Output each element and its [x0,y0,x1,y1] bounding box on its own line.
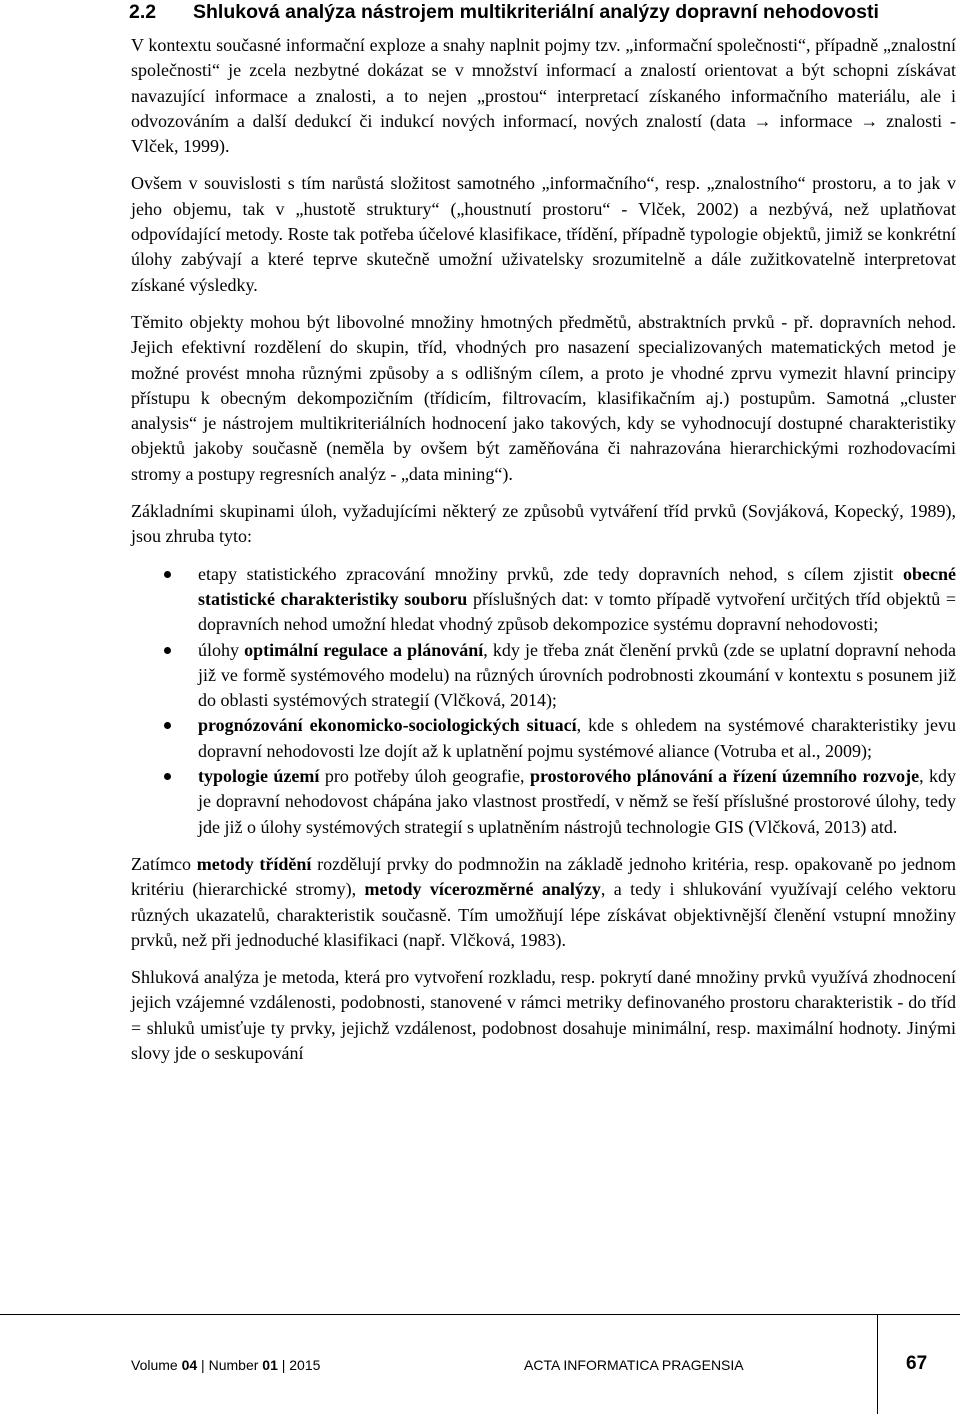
section-number: 2.2 [129,1,157,23]
text-run: , a tedy i shlukování využívají celého vektoru různých ukazatelů, charakteristik současně. Tím umožňují lépe získávat objektivnější členění vstupní množiny prvků, než při jednoduché klasifikaci (např. Vlčková, 1983). [131,879,956,950]
text-run: úlohy [198,639,245,660]
bullet-item [131,713,956,764]
section-title: Shluková analýza nástrojem multikriteriální analýzy dopravní nehodovosti [193,1,879,23]
text-run: příslušných dat: v tomto případě vytvoření určitých tříd objektů = dopravních nehod umožní hledat vhodný způsob dekompozice systému dopravní nehodovosti; [198,588,957,635]
journal-name: ACTA INFORMATICA PRAGENSIA [524,1357,744,1373]
bold-text: metody třídění [196,853,312,874]
bullet-icon [164,571,171,578]
bullet-icon [164,647,171,654]
bold-text: optimální regulace a plánování [244,639,484,660]
text-run: etapy statistického zpracování množiny prvků, zde tedy dopravních nehod, s cílem zjistit [198,563,903,584]
text-run: , kdy je dopravní nehodovost chápána jako vlastnost prostředí, v němž se řeší příslušné prostorové úlohy, tedy jde již o úlohy systémových strategií s uplatněním nástrojů technologie GIS (Vlčková, 2013) atd. [198,766,957,837]
text-run: → [860,110,879,131]
bold-text: prognózování ekonomicko-sociologických situací [198,715,577,736]
bold-text: metody vícerozměrné analýzy [364,879,601,900]
task-group-list [131,562,956,840]
bullet-icon [164,773,171,780]
paragraph-complexity: Ovšem v souvislosti s tím narůstá složitost samotného „informačního“, resp. „znalostního“ prostoru, a to jak v jeho objemu, tak v „hustotě struktury“ („houstnutí prostoru“ - Vlček, 2002) a nezbývá, než uplatňovat odpovídající metody. Roste tak potřeba účelové klasifikace, třídění, případně typologie objektů, jimiž se konkrétní úlohy zabývají a které teprve skutečně umožní uživatelsky srozumitelně a dále zužitkovatelně interpretovat získané výsledky. [131,173,956,295]
text-run: , kdy je třeba znát členění prvků (zde se uplatní dopravní nehoda již ve formě systémového modelu) na různých úrovních podrobnosti zkoumání v kontextu s posunem již do oblasti systémových strategií (Vlčková, 2014); [198,639,956,711]
text-run: V kontextu současné informační exploze a snahy naplnit pojmy tzv. „informační společnosti“, případně „znalostní společnosti“ je zcela nezbytné dokázat se v množství informací a znalostí orientovat a být schopni získávat navazující informace a znalosti, a to nejen „prostou“ interpretací získaného informačního materiálu, ale i odvozováním a další dedukcí či indukcí nových informací, nových znalostí (data [131,35,956,131]
text-run: znalosti - Vlček, 1999). [131,110,956,157]
paragraph-cluster-analysis: Shluková analýza je metoda, která pro vytvoření rozkladu, resp. pokrytí dané množiny prvků využívá zhodnocení jejich vzájemné vzdálenosti, podobnosti, stanovené v rámci metriky definovaného prostoru charakteristik - do tříd = shluků umisťuje ty prvky, jejichž vzdálenost, podobnost dosahuje minimální, resp. maximální hodnoty. Jinými slovy jde o seskupování [131,967,956,1063]
page-number-box [877,1315,960,1414]
page-footer [0,1315,960,1414]
bullet-icon [164,722,171,729]
paragraph-task-groups: Základními skupinami úloh, vyžadujícími některý ze způsobů vytváření tříd prvků (Sovjáková, Kopecký, 1989), jsou zhruba tyto: [131,501,956,547]
bold-text: obecné statistické charakteristiky souboru [198,563,956,609]
bold-text: prostorového plánování a řízení územního rozvoje [529,766,920,787]
text-run: informace [771,110,861,131]
bullet-item [131,764,956,840]
text-run: rozdělují prvky do podmnožin na základě jednoho kritéria, resp. opakovaně po jednom kritériu (hierarchické stromy), [131,853,956,900]
page-number: 67 [906,1353,928,1374]
volume-number: 04 [181,1357,198,1373]
footer-year: | 2015 [277,1357,321,1373]
bold-text: typologie území [198,766,320,787]
text-run: , kde s ohledem na systémové charakteristiky jevu dopravní nehodovosti lze dojít až k uplatnění pojmu systémové aliance (Votruba et al., 2009); [198,715,956,761]
footer-volume-info [131,1357,320,1373]
bullet-item [131,638,956,714]
number-label: Number [208,1357,263,1373]
paragraph-methods [131,852,956,953]
footer-separator: | [197,1357,209,1373]
volume-label: Volume [131,1357,182,1373]
text-run: pro potřeby úloh geografie, [319,766,530,787]
text-run: Zatímco [131,853,197,874]
page-content [131,0,956,1078]
text-run: → [753,110,772,131]
bullet-item [131,562,956,638]
paragraph-information-explosion [131,33,956,159]
section-heading [131,0,956,25]
paragraph-objects: Těmito objekty mohou být libovolné množiny hmotných předmětů, abstraktních prvků - př. dopravních nehod. Jejich efektivní rozdělení do skupin, tříd, vhodných pro nasazení specializovaných matematických metod je možné provést mnoha různými způsoby a s odlišným cílem, a proto je vhodné zprvu vymezit hlavní principy přístupu k obecným dekompozičním (třídicím, filtrovacím, klasifikačním aj.) postupům. Samotná „cluster analysis“ je nástrojem multikriteriálních hodnocení jako takových, kdy se vyhodnocují dostupné charakteristiky objektů jakoby současně (neměla by ovšem být zaměňována či nahrazována hierarchickými rozhodovacími stromy a postupy regresních analýz - „data mining“). [131,311,956,484]
issue-number: 01 [262,1357,278,1373]
